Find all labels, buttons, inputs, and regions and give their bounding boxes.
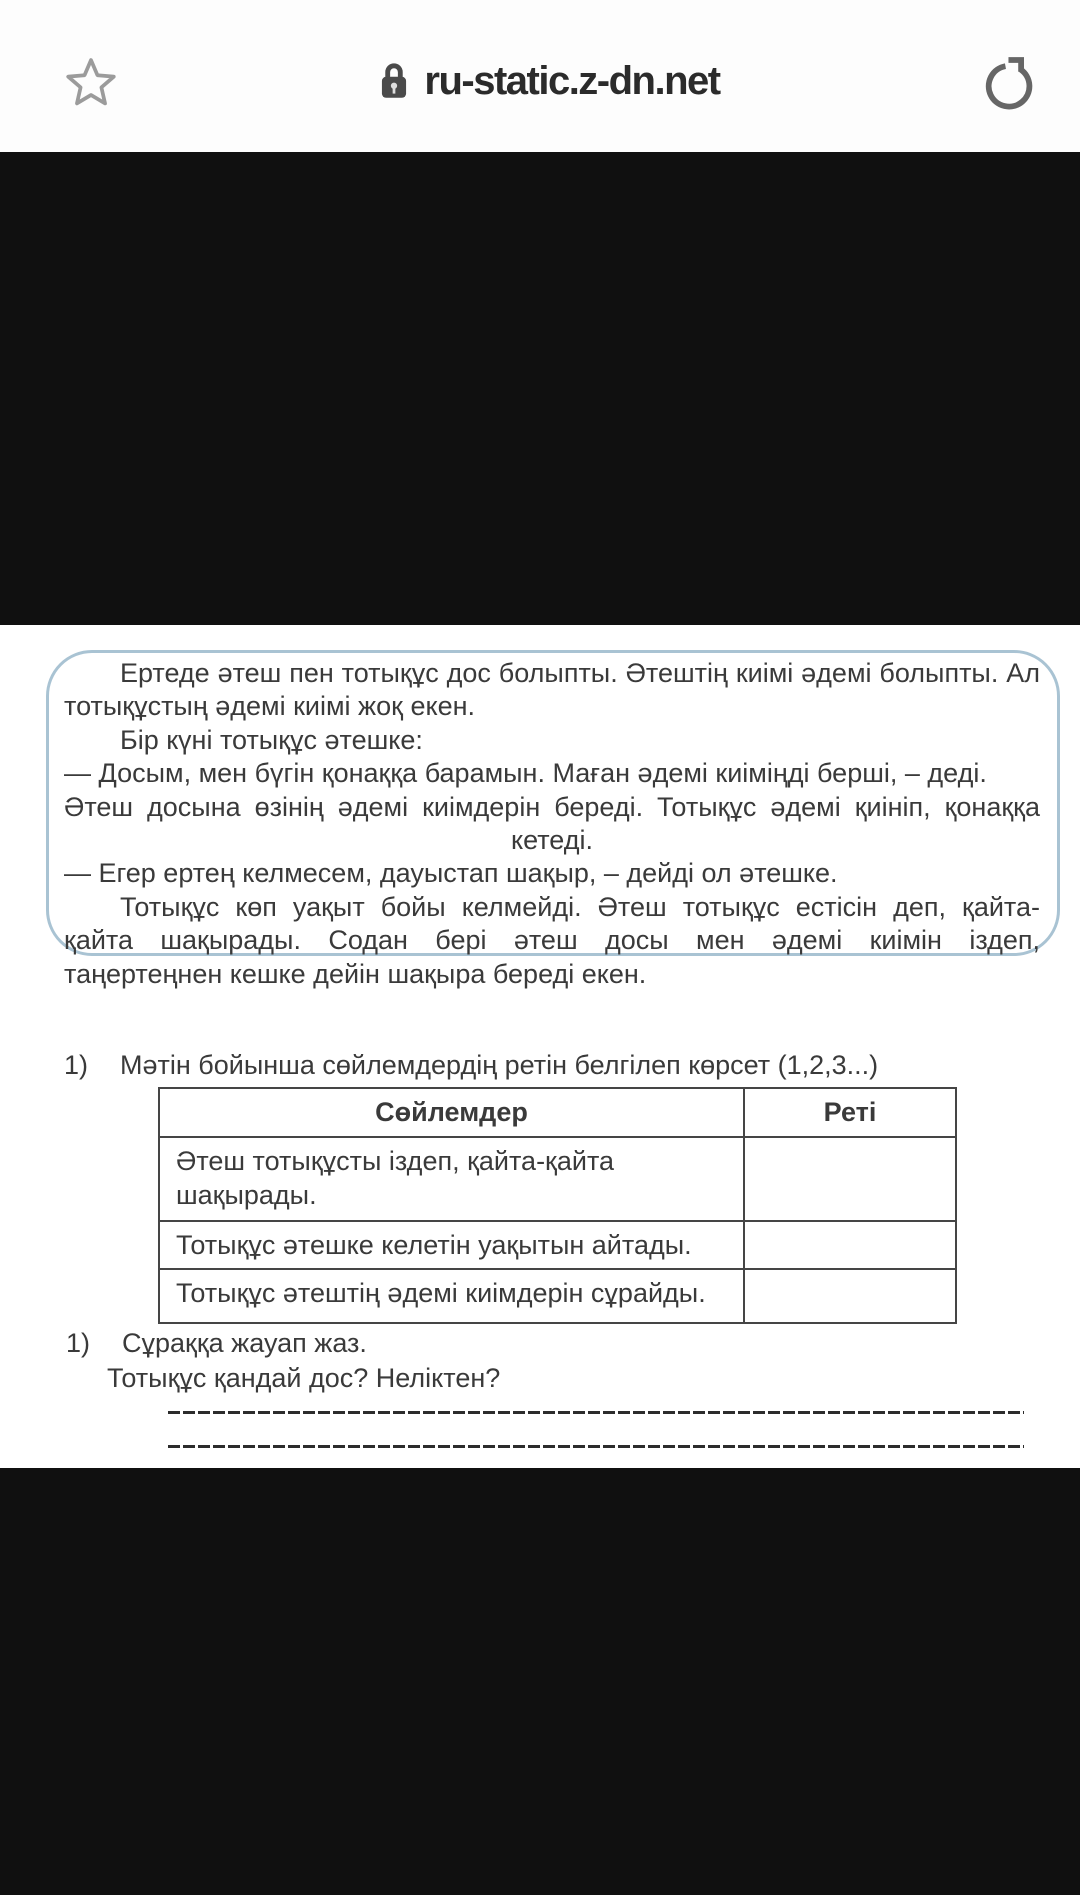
- task-1-text: Мәтін бойынша сөйлемдердің ретін белгілеп көрсет (1,2,3...): [120, 1050, 879, 1080]
- table-header-row: [159, 1088, 956, 1137]
- task-2-text: Сұраққа жауап жаз.: [122, 1328, 367, 1358]
- order-cell: [744, 1269, 956, 1323]
- sentence-cell: Тотықұс әтешке келетін уақытын айтады.: [159, 1221, 744, 1269]
- image-letterbox-top: [0, 152, 1080, 625]
- task-2: [66, 1328, 367, 1359]
- task-1-number: 1): [64, 1050, 89, 1080]
- address-bar[interactable]: [120, 59, 978, 104]
- reload-button[interactable]: [978, 52, 1040, 114]
- story-line: кетеді.: [511, 825, 593, 856]
- task-1: [64, 1050, 878, 1081]
- table-header-sentences: Сөйлемдер: [159, 1088, 744, 1137]
- story-line: қайта шақырады. Содан бері әтеш досы мен әдемі киімін іздеп,: [64, 925, 1040, 956]
- answer-line: [168, 1411, 1024, 1414]
- table-header-order: Реті: [744, 1088, 956, 1137]
- worksheet-image: [0, 625, 1080, 1468]
- refresh-icon: [979, 53, 1039, 113]
- story-line: — Егер ертең келмесем, дауыстап шақыр, – дейді ол әтешке.: [64, 858, 838, 889]
- browser-toolbar: [0, 0, 1080, 152]
- sentence-cell: Әтеш тотықұсты іздеп, қайта-қайта шақырады.: [159, 1137, 744, 1221]
- answer-line: [168, 1445, 1024, 1448]
- image-letterbox-bottom: [0, 1468, 1080, 1895]
- story-line: Әтеш досына өзінің әдемі киімдерін береді. Тотықұс әдемі қиініп, қонаққа: [64, 791, 1040, 822]
- task-2-number: 1): [66, 1328, 91, 1358]
- table-row: [159, 1221, 956, 1269]
- table-row: [159, 1137, 956, 1221]
- sentence-cell: Тотықұс әтештің әдемі киімдерін сұрайды.: [159, 1269, 744, 1323]
- page-url: ru-static.z-dn.net: [424, 58, 720, 103]
- story-line: тотықұстың әдемі киімі жоқ екен.: [64, 691, 476, 722]
- story-line: Бір күні тотықұс әтешке:: [120, 724, 423, 755]
- lock-icon: [378, 60, 410, 102]
- task-2-question: Тотықұс қандай дос? Неліктен?: [107, 1363, 501, 1393]
- star-icon: [65, 57, 117, 109]
- story-text: [64, 657, 1040, 991]
- order-cell: [744, 1137, 956, 1221]
- story-line: — Досым, мен бүгін қонаққа барамын. Маған әдемі киіміңді берші, – деді.: [64, 758, 987, 789]
- table-row: [159, 1269, 956, 1323]
- story-line: Тотықұс көп уақыт бойы келмейді. Әтеш тотықұс естісін деп, қайта-: [120, 891, 1040, 922]
- story-line: Ертеде әтеш пен тотықұс дос болыпты. Әтештің киімі әдемі болыпты. Ал: [120, 658, 1040, 688]
- sentence-order-table: [158, 1087, 957, 1324]
- bookmark-button[interactable]: [62, 54, 120, 112]
- story-line: таңертеңнен кешке дейін шақыра береді екен.: [64, 958, 647, 989]
- order-cell: [744, 1221, 956, 1269]
